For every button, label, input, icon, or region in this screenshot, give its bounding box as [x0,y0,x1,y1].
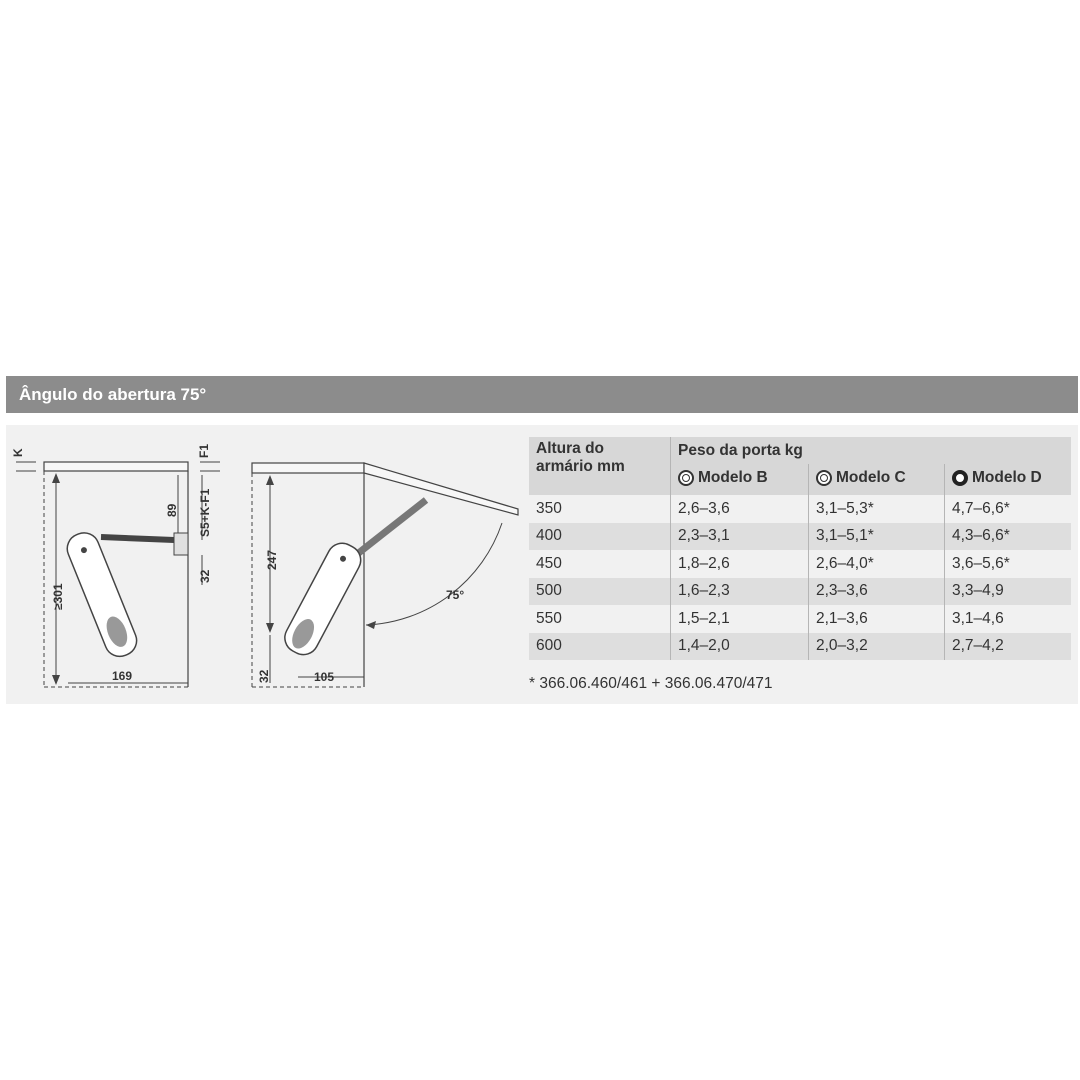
content-panel [6,425,1078,704]
dim-247: 247 [265,549,279,570]
thick-ring-icon [952,470,968,486]
table-row: 350 2,6–3,6 3,1–5,3* 4,7–6,6* [529,495,1071,523]
section-title: Ângulo do abertura 75° [6,376,1078,413]
model-b-header: Modelo B [671,464,809,495]
model-d-header: Modelo D [945,464,1072,495]
weight-table [529,437,1071,660]
table-row: 450 1,8–2,6 2,6–4,0* 3,6–5,6* [529,550,1071,578]
dim-105: 105 [314,670,335,684]
open-cabinet-drawing [252,463,518,687]
model-c-header: Modelo C [809,464,945,495]
dim-89: 89 [165,503,179,517]
dim-s5kf1: S5+K-F1 [198,488,212,537]
footnote: * 366.06.460/461 + 366.06.470/471 [529,675,773,692]
dim-k: K [11,448,25,457]
table-row: 600 1,4–2,0 2,0–3,2 2,7–4,2 [529,633,1071,661]
technical-diagram [6,425,526,704]
double-ring-icon [678,470,694,486]
weight-header: Peso da porta kg [671,437,1072,464]
angle-label: 75° [446,588,465,602]
dim-32-left: 32 [257,669,271,683]
height-header-line1: Altura do [536,440,605,457]
dim-169: 169 [112,669,133,683]
table-row: 550 1,5–2,1 2,1–3,6 3,1–4,6 [529,605,1071,633]
table-row: 500 1,6–2,3 2,3–3,6 3,3–4,9 [529,578,1071,606]
table-row: 400 2,3–3,1 3,1–5,1* 4,3–6,6* [529,523,1071,551]
col-height-header [529,437,671,495]
height-header-line2: armário mm [536,458,625,475]
closed-cabinet-drawing [11,444,220,687]
dim-32-right: 32 [198,569,212,583]
dim-301: ≥301 [51,583,65,610]
dim-f1: F1 [197,443,211,458]
double-ring-icon [816,470,832,486]
